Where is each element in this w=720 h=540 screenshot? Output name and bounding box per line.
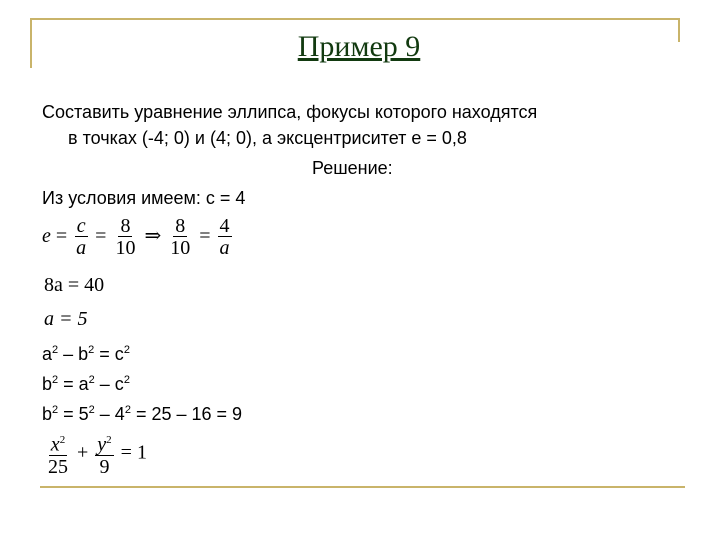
sup: 2 xyxy=(124,404,131,416)
sup: 2 xyxy=(123,374,130,386)
rel3-minus: – 4 xyxy=(94,404,125,424)
formula-e: e xyxy=(42,225,51,248)
fraction-8-over-10-b xyxy=(168,216,192,259)
final-ellipse-equation xyxy=(44,430,147,478)
condition-text: Из условия имеем: с = 4 xyxy=(42,188,246,208)
sup: 2 xyxy=(106,434,112,446)
frac-num: 4 xyxy=(219,215,230,237)
rel2-eq: = a xyxy=(58,374,89,394)
problem-line-2: в точках (-4; 0) и (4; 0), а эксцентриситет е = 0,8 xyxy=(68,128,467,148)
sup: 2 xyxy=(88,404,95,416)
problem-line-1: Составить уравнение эллипса, фокусы которого находятся xyxy=(42,102,538,122)
frac-den: a xyxy=(219,237,230,259)
sup: 2 xyxy=(52,344,59,356)
var-x: x xyxy=(50,433,60,456)
rel1-minus: – b xyxy=(58,344,89,364)
step-a: a = 5 xyxy=(44,308,88,330)
implies-symbol: ⇒ xyxy=(144,225,162,248)
rel3-eq: = 5 xyxy=(58,404,89,424)
relation-1 xyxy=(42,338,130,366)
relation-2 xyxy=(42,368,130,396)
rel1-a: a xyxy=(42,344,53,364)
sup: 2 xyxy=(52,404,59,416)
relation-3 xyxy=(42,398,242,426)
fraction-4-over-a xyxy=(218,216,232,259)
formula-eq: = xyxy=(199,225,211,248)
solution-label: Решение: xyxy=(312,158,393,178)
sup: 2 xyxy=(88,344,95,356)
frac-num xyxy=(49,430,67,456)
frac-num xyxy=(95,430,113,456)
step-8a: 8a = 40 xyxy=(44,274,105,296)
frac-den: 9 xyxy=(99,455,110,478)
frame-bottom-line xyxy=(40,486,685,488)
frac-num: 8 xyxy=(120,215,131,237)
fraction-x2-over-25 xyxy=(46,430,70,478)
sup: 2 xyxy=(123,344,130,356)
rel3-b: b xyxy=(42,404,53,424)
sup: 2 xyxy=(59,434,66,446)
rel2-b: b xyxy=(42,374,53,394)
sup: 2 xyxy=(88,374,95,386)
frac-den: 10 xyxy=(115,237,136,259)
rel1-eq: = c xyxy=(94,344,124,364)
frac-num: 8 xyxy=(175,215,186,237)
var-y: y xyxy=(97,433,107,456)
fraction-c-over-a xyxy=(74,216,88,259)
frac-den: 25 xyxy=(48,455,68,478)
frac-num: c xyxy=(76,215,86,237)
eccentricity-formula xyxy=(42,216,234,259)
page-title: Пример 9 xyxy=(297,30,421,63)
formula-eq: = xyxy=(55,225,68,248)
frac-den: 10 xyxy=(170,237,191,259)
fraction-8-over-10 xyxy=(113,216,137,259)
fraction-y2-over-9 xyxy=(95,430,113,478)
equals-one: = 1 xyxy=(120,441,147,464)
frame-top-line xyxy=(30,18,680,20)
rel2-minus: – c xyxy=(94,374,124,394)
frac-den: a xyxy=(76,237,87,259)
formula-eq: = xyxy=(95,225,107,248)
sup: 2 xyxy=(52,374,59,386)
plus-sign: + xyxy=(77,441,89,464)
rel3-result: = 25 – 16 = 9 xyxy=(130,404,243,424)
